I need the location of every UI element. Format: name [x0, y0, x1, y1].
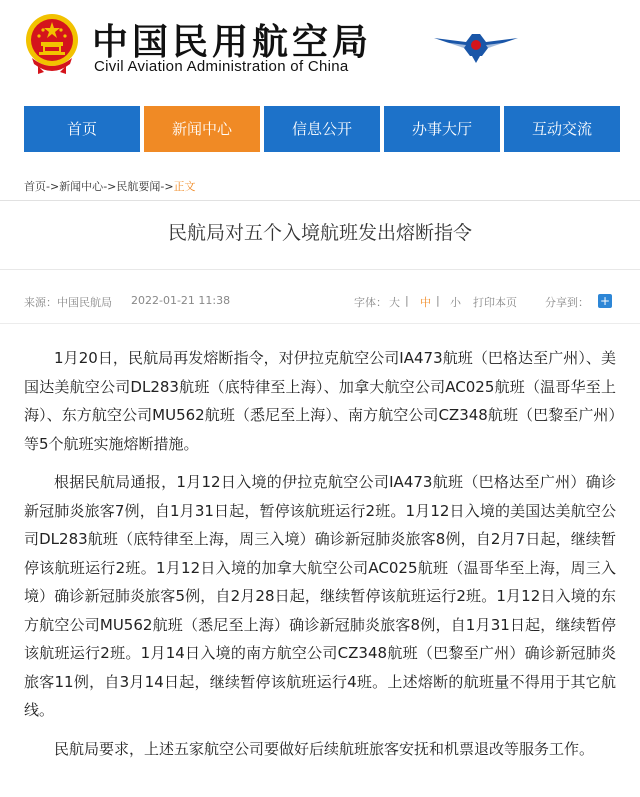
font-size-large[interactable]: 大: [389, 296, 400, 309]
breadcrumb: [24, 178, 196, 194]
main-nav: [0, 106, 640, 152]
article-date: 2022-01-21 11:38: [131, 294, 231, 307]
divider: [0, 269, 640, 270]
share-plus-icon[interactable]: +: [599, 294, 611, 308]
breadcrumb-separator: ->: [103, 180, 117, 193]
site-title-cn: 中国民用航空局: [92, 22, 373, 63]
nav-item-services[interactable]: 办事大厅: [384, 106, 500, 152]
article-paragraph: 民航局要求，上述五家航空公司要做好后续航班旅客安抚和机票退改等服务工作。: [54, 739, 595, 758]
nav-item-news[interactable]: 新闻中心: [144, 106, 260, 152]
breadcrumb-news[interactable]: 新闻中心: [59, 180, 104, 193]
breadcrumb-separator: ->: [46, 180, 60, 193]
site-title-en: Civil Aviation Administration of China: [94, 58, 349, 75]
site-header: [0, 0, 640, 96]
nav-item-interaction[interactable]: 互动交流: [504, 106, 620, 152]
font-size-small[interactable]: 小: [450, 296, 461, 309]
article-paragraph: 1月20日，民航局再发熔断指令，对伊拉克航空公司IA473航班（巴格达至广州）、美国达美航空公司DL283航班（底特律至上海）、加拿大航空公司AC025航班（温哥华至上海）、东方航空公司MU562航班（悉尼至上海）、南方航空公司CZ348航班（巴黎至广州）等5个航班实施熔断措施。: [24, 349, 616, 453]
breadcrumb-separator: ->: [160, 180, 174, 193]
print-page-link[interactable]: 打印本页: [473, 296, 517, 309]
article-source: 来源：中国民航局: [24, 296, 112, 309]
share-label: 分享到：: [545, 296, 589, 309]
font-size-medium[interactable]: 中: [420, 296, 431, 309]
nav-item-home[interactable]: 首页: [24, 106, 140, 152]
divider: [0, 200, 640, 201]
breadcrumb-home[interactable]: 首页: [24, 180, 46, 193]
article-body: [24, 344, 616, 773]
article-title: 民航局对五个入境航班发出熔断指令: [167, 222, 472, 244]
national-emblem-icon: [24, 12, 80, 76]
nav-item-info[interactable]: 信息公开: [264, 106, 380, 152]
divider: [0, 323, 640, 324]
font-size-label: 字体：: [354, 296, 387, 309]
breadcrumb-current: 正文: [173, 180, 196, 193]
article-paragraph: 根据民航局通报，1月12日入境的伊拉克航空公司IA473航班（巴格达至广州）确诊新冠肺炎旅客7例，自1月31日起，暂停该航班运行2班。1月12日入境的美国达美航空公司DL283航班（底特律至上海，周三入境）确诊新冠肺炎旅客8例，自2月7日起，继续暂停该航班运行2班。1月12日入境的加拿大航空公司AC025航班（温哥华至上海，周三入境）确诊新冠肺炎旅客5例，自2月28日起，继续暂停该航班运行2班。1月12日入境的东方航空公司MU562航班（悉尼至上海）确诊新冠肺炎旅客8例，自1月31日起，继续暂停该航班运行2班。1月14日入境的南方航空公司CZ348航班（巴黎至广州）确诊新冠肺炎旅客11例，自3月14日起，继续暂停该航班运行4班。上述熔断的航班量不得用于其它航线。: [24, 473, 616, 719]
breadcrumb-aviation-news[interactable]: 民航要闻: [116, 180, 161, 193]
caac-wings-logo-icon: [432, 30, 520, 64]
article-meta: 来源：中国民航局 2022-01-21 11:38 字体： 大 | 中 | 小 打印本页 分享到： +: [0, 286, 640, 316]
